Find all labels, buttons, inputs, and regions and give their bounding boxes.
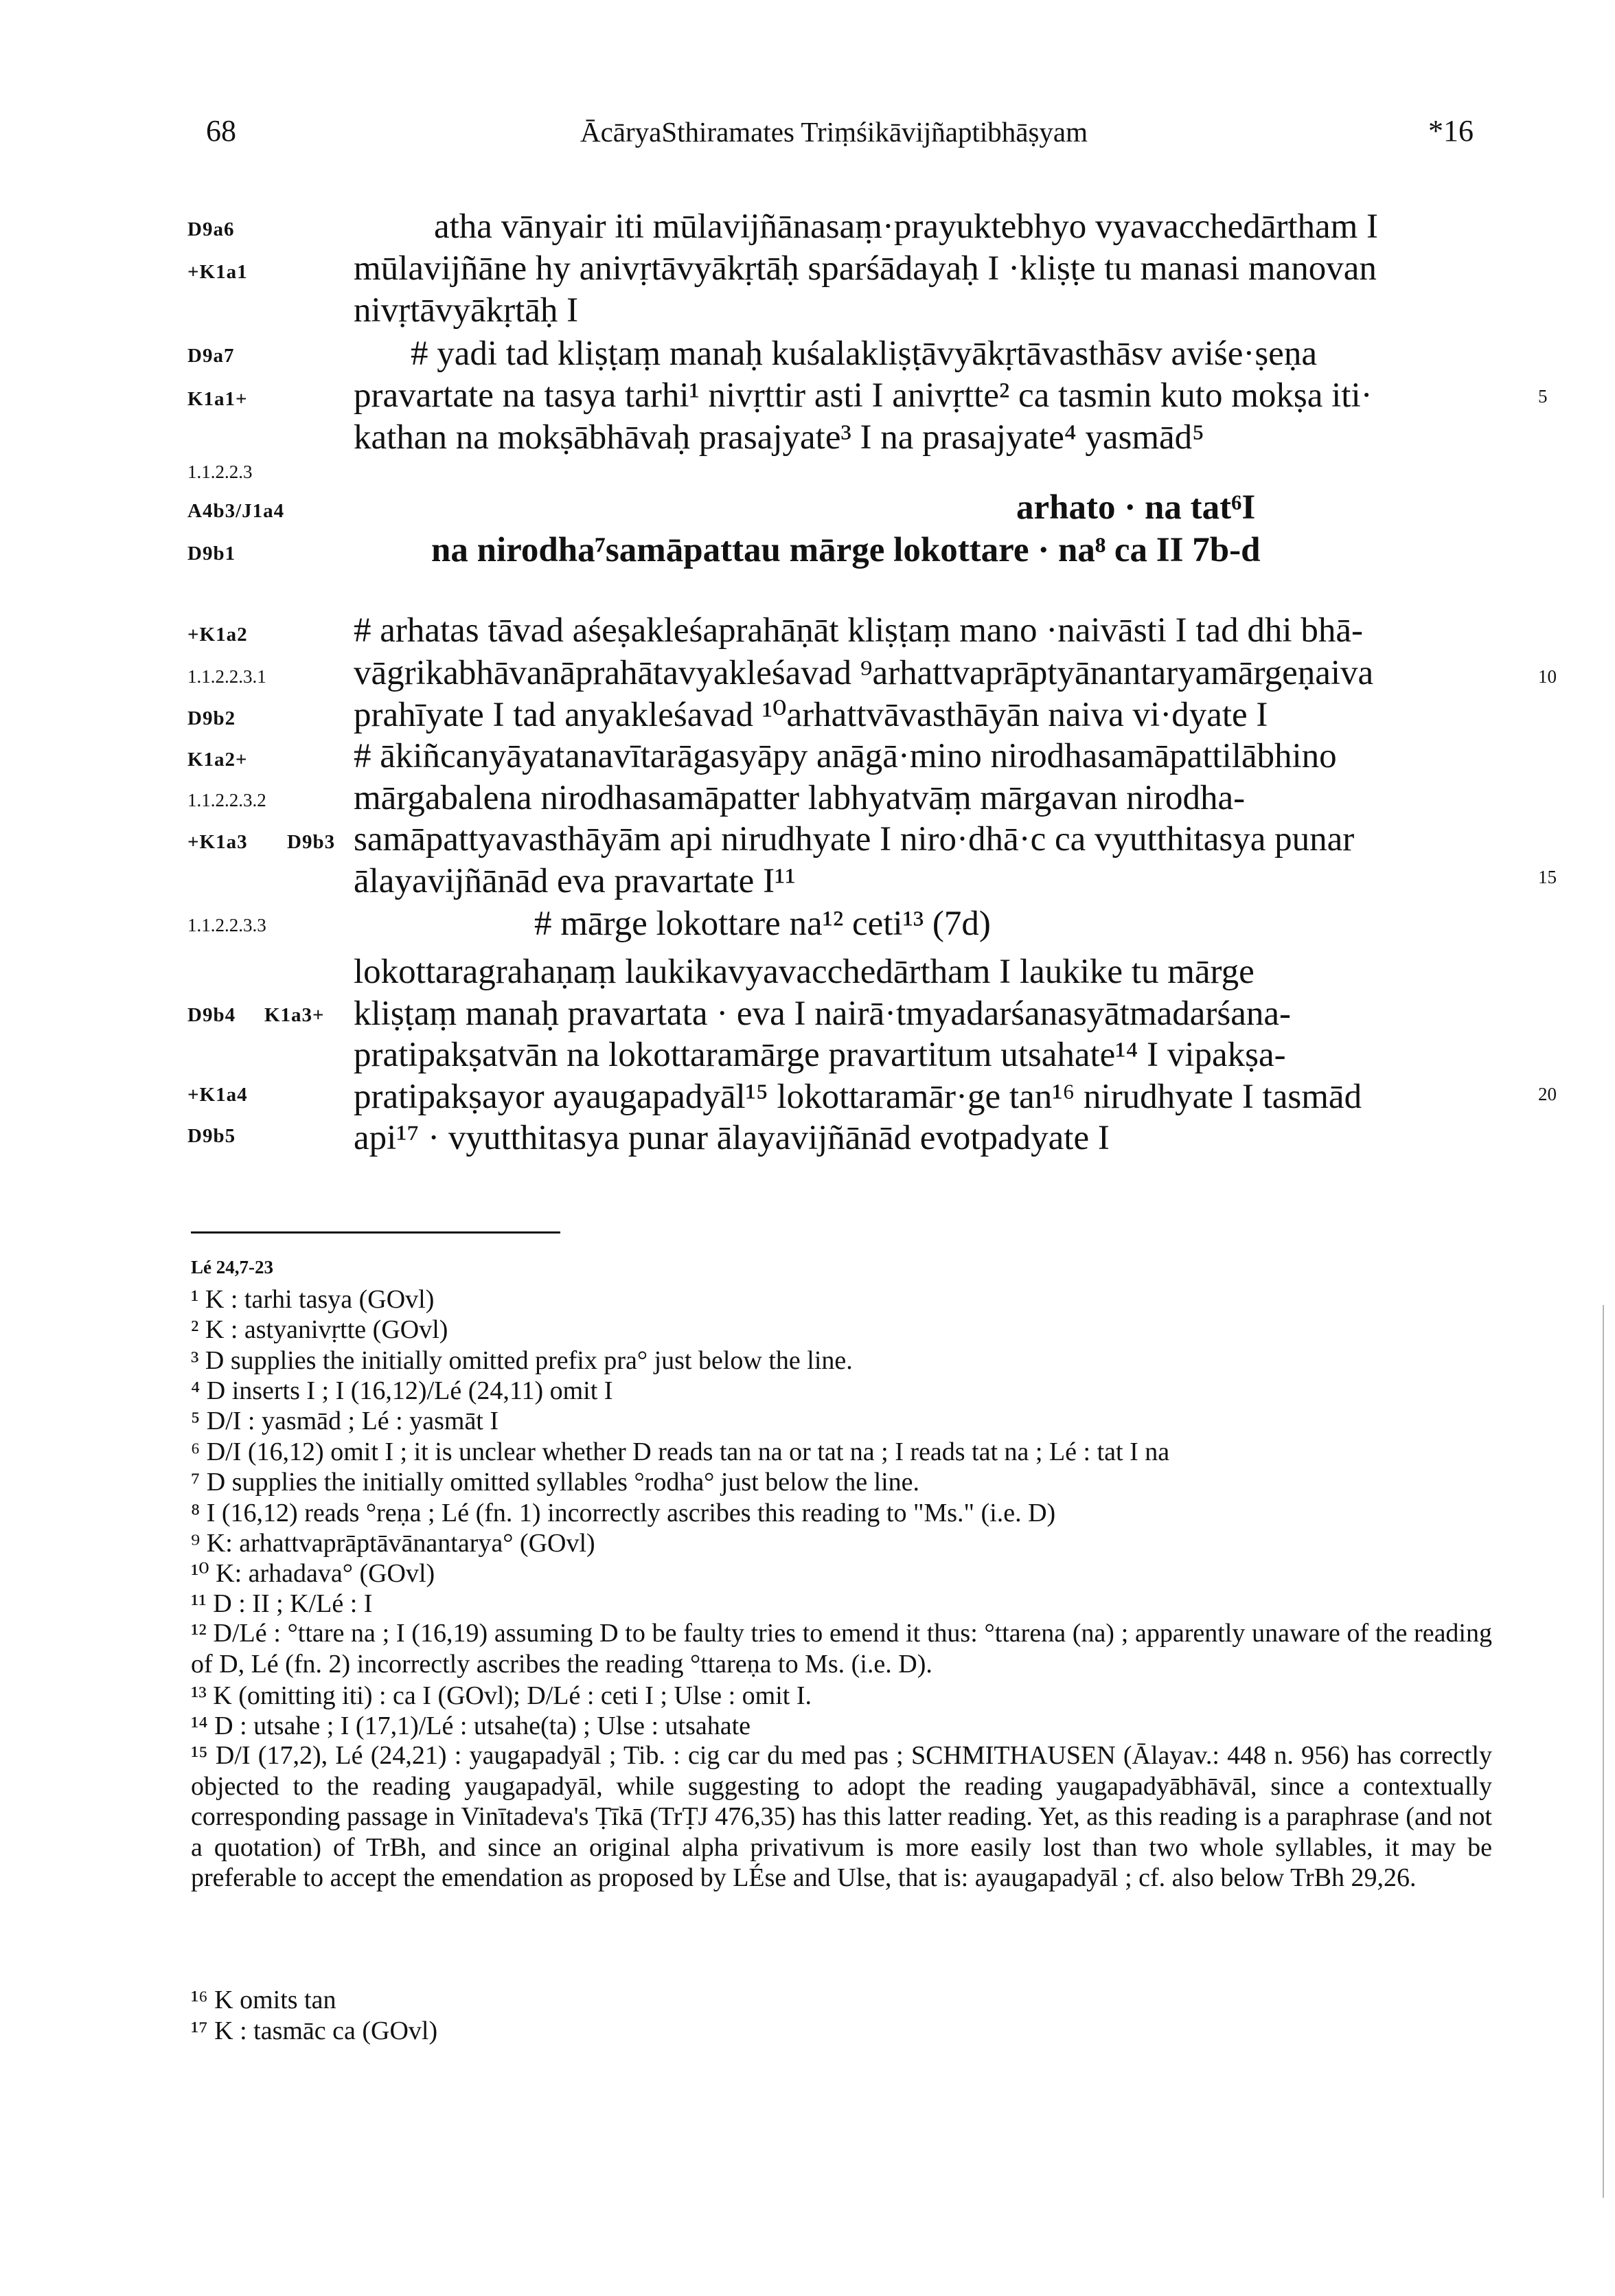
running-title: ĀcāryaSthiramates Triṃśikāvijñaptibhāṣyam [580,116,1088,148]
footnote: ³ D supplies the initially omitted prefix pra° just below the line. [191,1346,853,1375]
footnote: ¹⁷ K : tasmāc ca (GOvl) [191,2016,438,2045]
sigla: D9b1 [187,543,236,565]
text-line: kliṣṭaṃ manaḥ pravartata · eva I nairā·tmyadarśanasyātmadarśana- [354,994,1291,1033]
line-number: 5 [1538,386,1548,407]
footnote: ⁹ K: arhattvaprāptāvānantarya° (GOvl) [191,1529,595,1558]
section-number: *16 [1428,114,1474,148]
sigla: K1a1+ [187,388,248,410]
footnote: ⁴ D inserts I ; I (16,12)/Lé (24,11) omit I [191,1376,613,1405]
section-number-margin: 1.1.2.2.3 [187,462,253,482]
footnote: ¹⁵ D/I (17,2), Lé (24,21) : yaugapadyāl ; Tib. : cig car du med pas ; SCHMITHAUSEN (Ālayav.: 448 n. 956) has correctly objected to the reading yaugapadyāl, while suggesting to adopt the reading yaugapadyābhāvāl, since a contextually corresponding passage in Vinītadeva's Ṭīkā (TrṬJ 476,35) has this latter reading. Yet, as this reading is a paraphrase (and not a quotation) of TrBh, and since an original alpha privativum is more easily lost than two whole syllables, it may be preferable to accept the emendation as proposed by LÉse and Ulse, that is: ayaugapadyāl ; cf. also below TrBh 29,26. [191,1741,1492,1892]
text-line: # arhatas tāvad aśeṣakleśaprahāṇāt kliṣṭaṃ mano ·naivāsti I tad dhi bhā- [354,611,1363,650]
sigla: K1a3+ [264,1004,325,1026]
footnote: ¹ K : tarhi tasya (GOvl) [191,1285,435,1314]
footnote: ⁷ D supplies the initially omitted syllables °rodha° just below the line. [191,1468,920,1497]
line-number: 15 [1538,867,1557,887]
text-line: pratipakṣayor ayaugapadyāl¹⁵ lokottaramār·ge tan¹⁶ nirudhyate I tasmād [354,1078,1362,1116]
footnote: ⁸ I (16,12) reads °reṇa ; Lé (fn. 1) incorrectly ascribes this reading to "Ms." (i.e. D) [191,1499,1056,1527]
text-line: samāpattyavasthāyām api nirudhyate I niro·dhā·c ca vyutthitasya punar [354,820,1355,859]
sigla: A4b3/J1a4 [187,500,285,522]
text-line: # ākiñcanyāyatanavītarāgasyāpy anāgā·mino nirodhasamāpattilābhino [354,737,1337,775]
sigla: +K1a3 [187,831,248,853]
text-line: vāgrikabhāvanāprahātavyakleśavad ⁹arhattvaprāptyānantaryamārgeṇaiva [354,654,1374,692]
sigla: +K1a1 [187,261,248,283]
sigla: D9b4 [187,1004,236,1026]
line-number: 20 [1538,1084,1557,1104]
section-number-margin: 1.1.2.2.3.2 [187,790,266,810]
footnote: ¹³ K (omitting iti) : ca I (GOvl); D/Lé : ceti I ; Ulse : omit I. [191,1681,812,1710]
verse-line: na nirodha⁷samāpattau mārge lokottare · na⁸ ca II 7b-d [431,531,1261,569]
text-line: # yadi tad kliṣṭaṃ manaḥ kuśalakliṣṭāvyākṛtāvasthāsv aviśe·ṣeṇa [411,334,1317,373]
text-line: pravartate na tasya tarhi¹ nivṛttir asti I anivṛtte² ca tasmin kuto mokṣa iti· [354,376,1373,415]
text-line: ālayavijñānād eva pravartate I¹¹ [354,862,796,900]
line-number: 10 [1538,666,1557,687]
text-line: prahīyate I tad anyakleśavad ¹⁰arhattvāvasthāyān naiva vi·dyate I [354,696,1268,734]
sigla: D9a6 [187,218,235,240]
text-line: nivṛtāvyākṛtāḥ I [354,291,579,330]
footnote: ¹⁶ K omits tan [191,1986,336,2014]
footnote-reference: Lé 24,7-23 [191,1257,273,1277]
sigla: D9b2 [187,707,236,729]
section-number-margin: 1.1.2.2.3.1 [187,666,266,687]
footnote: ² K : astyanivṛtte (GOvl) [191,1315,448,1344]
page-number: 68 [206,114,236,148]
sigla: D9a7 [187,345,235,367]
footnote: ¹² D/Lé : °ttare na ; I (16,19) assuming D to be faulty tries to emend it thus: °ttarena (na) ; apparently unaware of the reading of D, Lé (fn. 2) incorrectly ascribes the reading °ttareṇa to Ms. (i.e. D). [191,1619,1492,1679]
text-line: kathan na mokṣābhāvaḥ prasajyate³ I na prasajyate⁴ yasmād⁵ [354,418,1204,457]
footnote: ⁵ D/I : yasmād ; Lé : yasmāt I [191,1407,499,1435]
text-line: api¹⁷ · vyutthitasya punar ālayavijñānād evotpadyate I [354,1119,1110,1157]
footnote: ⁶ D/I (16,12) omit I ; it is unclear whether D reads tan na or tat na ; I reads tat na ; Lé : tat I na [191,1437,1170,1466]
footnote: ¹⁰ K: arhadava° (GOvl) [191,1559,435,1588]
text-line: pratipakṣatvān na lokottaramārge pravartitum utsahate¹⁴ I vipakṣa- [354,1036,1286,1074]
footnote: ¹⁴ D : utsahe ; I (17,1)/Lé : utsahe(ta) ; Ulse : utsahate [191,1712,751,1740]
footnote-rule [191,1231,560,1234]
text-line: mārgabalena nirodhasamāpatter labhyatvāṃ mārgavan nirodha- [354,779,1246,817]
footnote: ¹¹ D : II ; K/Lé : I [191,1589,373,1618]
sigla: D9b3 [287,831,336,853]
sigla: D9b5 [187,1125,236,1147]
verse-line: arhato · na tat⁶I [1016,488,1256,527]
sigla: +K1a2 [187,624,248,646]
text-line: mūlavijñāne hy anivṛtāvyākṛtāḥ sparśādayaḥ I ·kliṣṭe tu manasi manovan [354,249,1377,288]
scan-edge [1603,1305,1604,2198]
sigla: +K1a4 [187,1084,248,1106]
sigla: K1a2+ [187,749,248,771]
section-number-margin: 1.1.2.2.3.3 [187,915,266,935]
text-line: atha vānyair iti mūlavijñānasaṃ·prayuktebhyo vyavacchedārtham I [434,207,1379,246]
text-line: lokottaragrahaṇaṃ laukikavyavacchedārtham I laukike tu mārge [354,953,1255,991]
verse-quote-line: # mārge lokottare na¹² ceti¹³ (7d) [534,905,991,943]
